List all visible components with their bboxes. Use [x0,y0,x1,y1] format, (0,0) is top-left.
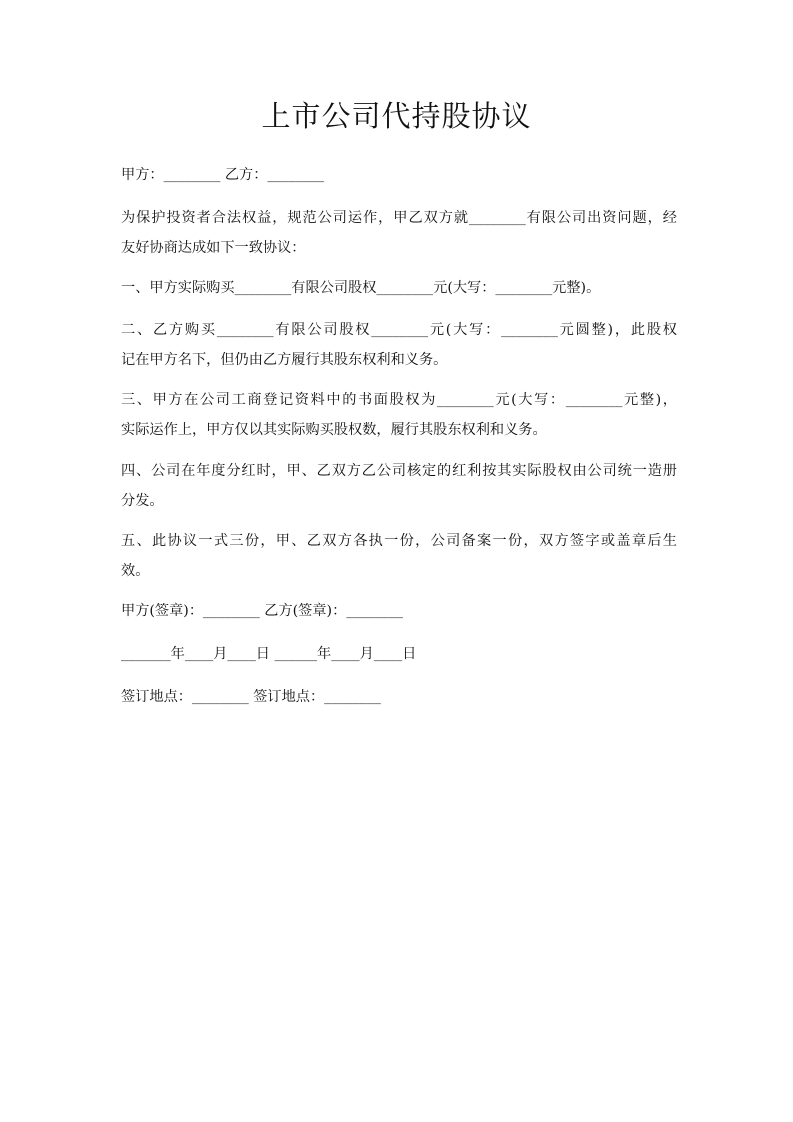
clause-4 [121,456,677,516]
parties-line [121,160,677,190]
clause-2 [121,315,677,375]
parties-text: 甲方：________ 乙方：________ [121,167,325,183]
preamble-line-2: 友好协商达成如下一致协议： [121,240,306,256]
clause-4-line-1: 四、公司在年度分红时，甲、乙双方乙公司核定的红利按其实际股权由公司统一造册 [121,463,677,479]
clause-4-line-2: 分发。 [121,493,164,509]
clause-5 [121,526,677,586]
date-text: _______年____月____日 ______年____月____日 [121,646,417,662]
clause-1 [121,273,677,303]
clause-5-line-1: 五、此协议一式三份，甲、乙双方各执一份，公司备案一份，双方签字或盖章后生 [121,533,677,549]
signature-text: 甲方(签章)：________ 乙方(签章)：________ [121,603,404,619]
preamble-paragraph [121,203,677,263]
clause-2-line-2: 记在甲方名下，但仍由乙方履行其股东权利和义务。 [121,352,448,368]
place-text: 签订地点：________ 签订地点：________ [121,689,381,705]
clause-3-line-1: 三、甲方在公司工商登记资料中的书面股权为________元(大写：________元整)， [121,392,677,408]
signature-line [121,596,677,626]
clause-2-line-1: 二、乙方购买________有限公司股权________元(大写：________元圆整)，此股权 [121,322,677,338]
place-line [121,682,677,712]
preamble-line-1: 为保护投资者合法权益，规范公司运作，甲乙双方就________有限公司出资问题，经 [121,210,677,226]
clause-3-line-2: 实际运作上，甲方仅以其实际购买股权数，履行其股东权利和义务。 [121,422,547,438]
date-line [121,639,677,669]
clause-1-line-1: 一、甲方实际购买________有限公司股权________元(大写：________元整)。 [121,280,601,296]
clause-5-line-2: 效。 [121,563,150,579]
document-title: 上市公司代持股协议 [261,99,532,133]
clause-3 [121,385,677,445]
